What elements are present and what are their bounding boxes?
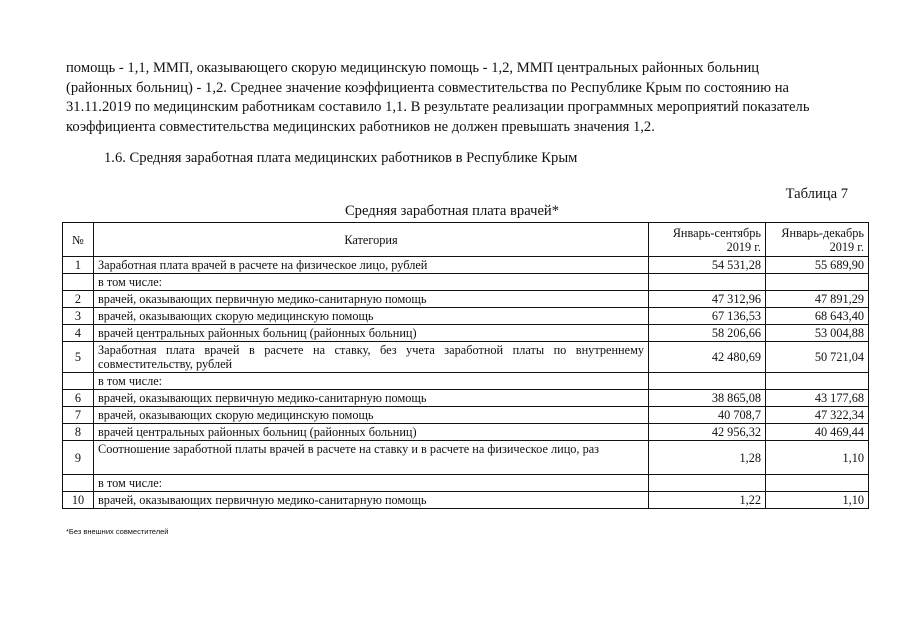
row-value-jan-dec <box>766 475 869 492</box>
row-value-jan-sep: 42 480,69 <box>649 342 766 373</box>
table-row <box>63 291 869 308</box>
row-value-jan-sep: 1,28 <box>649 441 766 475</box>
row-value-jan-dec <box>766 274 869 291</box>
table-number: Таблица 7 <box>785 186 848 202</box>
intro-line: коэффициента совместительства медицинских работников не должен превышать значения 1,2. <box>66 118 655 135</box>
salary-table <box>62 222 869 509</box>
row-value-jan-sep <box>649 373 766 390</box>
intro-line: 31.11.2019 по медицинским работникам составило 1,1. В результате реализации программных мероприятий показатель <box>66 99 810 116</box>
row-value-jan-sep: 40 708,7 <box>649 407 766 424</box>
table-row <box>63 407 869 424</box>
row-number: 3 <box>63 308 94 325</box>
table-row <box>63 390 869 407</box>
row-category: врачей центральных районных больниц (районных больниц) <box>94 325 649 342</box>
section-heading: 1.6. Средняя заработная плата медицинских работников в Республике Крым <box>104 150 578 166</box>
row-category: в том числе: <box>94 274 649 291</box>
table-row <box>63 441 869 475</box>
row-number: 9 <box>63 441 94 475</box>
row-number: 8 <box>63 424 94 441</box>
row-value-jan-dec: 68 643,40 <box>766 308 869 325</box>
table-title: Средняя заработная плата врачей* <box>344 203 560 219</box>
row-category: в том числе: <box>94 475 649 492</box>
row-value-jan-sep: 42 956,32 <box>649 424 766 441</box>
row-value-jan-dec: 1,10 <box>766 441 869 475</box>
row-value-jan-dec: 47 891,29 <box>766 291 869 308</box>
table-row <box>63 342 869 373</box>
table-row <box>63 308 869 325</box>
row-category: врачей центральных районных больниц (районных больниц) <box>94 424 649 441</box>
header-jan-sep: Январь-сентябрь 2019 г. <box>649 223 766 257</box>
intro-paragraph <box>66 59 850 137</box>
row-value-jan-sep: 58 206,66 <box>649 325 766 342</box>
intro-line: помощь - 1,1, ММП, оказывающего скорую медицинскую помощь - 1,2, ММП центральных районных больниц <box>66 60 760 76</box>
row-value-jan-dec: 53 004,88 <box>766 325 869 342</box>
row-value-jan-dec: 47 322,34 <box>766 407 869 424</box>
row-number: 10 <box>63 492 94 509</box>
row-category: в том числе: <box>94 373 649 390</box>
table-row <box>63 492 869 509</box>
row-value-jan-sep: 47 312,96 <box>649 291 766 308</box>
header-category: Категория <box>94 223 649 257</box>
row-value-jan-dec: 55 689,90 <box>766 257 869 274</box>
intro-line: (районных больниц) - 1,2. Среднее значение коэффициента совместительства по Республике Крым по состоянию на <box>66 79 789 96</box>
row-number: 5 <box>63 342 94 373</box>
row-value-jan-dec: 1,10 <box>766 492 869 509</box>
row-number: 7 <box>63 407 94 424</box>
header-num: № <box>63 223 94 257</box>
row-category: врачей, оказывающих первичную медико-санитарную помощь <box>94 492 649 509</box>
row-category: врачей, оказывающих первичную медико-санитарную помощь <box>94 291 649 308</box>
row-value-jan-sep: 1,22 <box>649 492 766 509</box>
footnote: *Без внешних совместителей <box>66 527 169 536</box>
row-category: Заработная плата врачей в расчете на физическое лицо, рублей <box>94 257 649 274</box>
row-value-jan-sep <box>649 274 766 291</box>
row-number: 1 <box>63 257 94 274</box>
row-value-jan-dec <box>766 373 869 390</box>
row-number: 6 <box>63 390 94 407</box>
row-number <box>63 373 94 390</box>
row-number <box>63 274 94 291</box>
table-row <box>63 475 869 492</box>
row-value-jan-sep: 67 136,53 <box>649 308 766 325</box>
row-category: Заработная плата врачей в расчете на ставку, без учета заработной платы по внутреннему совместительству, рублей <box>94 342 649 373</box>
table-row <box>63 257 869 274</box>
row-value-jan-dec: 40 469,44 <box>766 424 869 441</box>
table-row <box>63 325 869 342</box>
row-value-jan-sep <box>649 475 766 492</box>
table-row <box>63 424 869 441</box>
row-category: врачей, оказывающих скорую медицинскую помощь <box>94 308 649 325</box>
row-number: 4 <box>63 325 94 342</box>
table-row <box>63 373 869 390</box>
row-number <box>63 475 94 492</box>
table-row <box>63 274 869 291</box>
table-header-row <box>63 223 869 257</box>
row-category: Соотношение заработной платы врачей в расчете на ставку и в расчете на физическое лицо, раз <box>94 441 649 475</box>
table-body <box>63 257 869 509</box>
row-value-jan-dec: 50 721,04 <box>766 342 869 373</box>
row-value-jan-sep: 54 531,28 <box>649 257 766 274</box>
row-value-jan-sep: 38 865,08 <box>649 390 766 407</box>
header-jan-dec: Январь-декабрь 2019 г. <box>766 223 869 257</box>
row-category: врачей, оказывающих первичную медико-санитарную помощь <box>94 390 649 407</box>
row-category: врачей, оказывающих скорую медицинскую помощь <box>94 407 649 424</box>
row-number: 2 <box>63 291 94 308</box>
row-value-jan-dec: 43 177,68 <box>766 390 869 407</box>
